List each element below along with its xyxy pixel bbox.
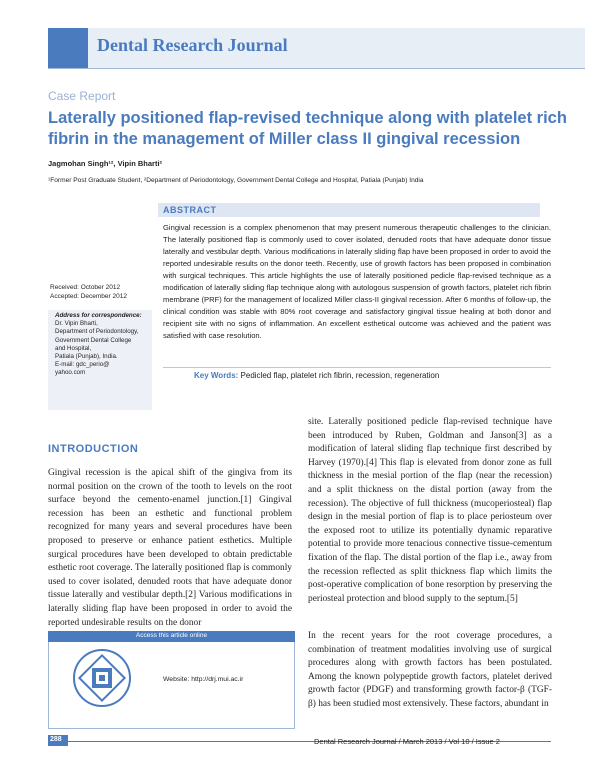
- correspondence-line: Dr. Vipin Bharti,: [55, 320, 98, 328]
- authors: Jagmohan Singh¹², Vipin Bharti²: [48, 159, 163, 168]
- header-divider: [48, 68, 585, 69]
- correspondence-line: Government Dental College: [55, 336, 132, 344]
- article-type: Case Report: [48, 89, 116, 103]
- correspondence-email[interactable]: yahoo.com: [55, 369, 86, 377]
- affiliation: ¹Former Post Graduate Student, ²Department of Periodontology, Government Dental College and Hospital, Patiala (Punjab) India: [48, 177, 424, 184]
- journal-name: Dental Research Journal: [97, 35, 288, 55]
- correspondence-line: Patiala (Punjab), India.: [55, 353, 118, 361]
- intro-paragraph-1: Gingival recession is the apical shift of the gingiva from its normal position on the crown of the tooth to levels on the root surface beyond the cemento-enamel junction.[1] Gingival recession has been an esthetic and functional problem recognized for many years and several procedures have been proposed to preserve or enhance patient esthetics. Multiple surgical procedures have been developed to obtain predictable esthetic root coverage. The laterally positioned flap is commonly used to cover isolated, denuded roots that have adequate donor tissue laterally and vestibular depth.[2] Various modifications in laterally sliding flap have been proposed in order to avoid the reported undesirable results on the donor: [48, 468, 292, 628]
- article-website[interactable]: Website: http://drj.mui.ac.ir: [163, 676, 244, 683]
- page-number: 288: [50, 736, 62, 743]
- abstract-heading: ABSTRACT: [163, 205, 217, 215]
- correspondence-email[interactable]: E-mail: gdc_perio@: [55, 361, 110, 369]
- correspondence-line: Department of Periodontology,: [55, 328, 139, 336]
- keywords-label: Key Words:: [194, 371, 239, 380]
- correspondence-label: Address for correspondence:: [55, 312, 142, 319]
- keywords-list: Pedicled flap, platelet rich fibrin, recession, regeneration: [240, 371, 440, 380]
- correspondence-line: and Hospital,: [55, 344, 92, 352]
- article-title: Laterally positioned flap-revised technique along with platelet rich fibrin in the management of Miller class II gingival recession: [48, 109, 567, 148]
- keywords: [194, 371, 439, 380]
- accepted-date: Accepted: December 2012: [50, 292, 127, 300]
- abstract-text: Gingival recession is a complex phenomenon that may present numerous therapeutic challenges to the clinician. The laterally positioned flap is commonly used to cover isolated, denuded roots that have adequate donor tissue laterally and vestibular depth. Various modifications in laterally sliding flap have been proposed in order to avoid the reported undesirable results on the donor teeth. Recently, use of growth factors has been proposed in combination with surgical techniques. This article highlights the use of laterally positioned pedicle flap-revised technique as a modification of laterally sliding flap technique along with autologous suspension of growth factors, platelet rich fibrin membrane (PRF) for the management of localized Miller class-II gingival recession. After 6 months of follow-up, the clinical condition was stable with 80% root coverage and satisfactory gingival tissue healing at both donor and recipient site with no signs of inflammation. An excellent esthetical outcome was achieved and the patient was satisfied with case resolution.: [163, 223, 551, 340]
- intro-paragraph-3: In the recent years for the root coverage procedures, a combination of treatment modalities involving use of surgical procedures along with growth factors has been postulated. Among the known polypeptide growth factors, platelet derived growth factor (PDGF) and transforming growth factor-β (TGF-β) has been studied most extensively. These factors, abundant in: [308, 631, 552, 709]
- footer-citation: Dental Research Journal / March 2013 / Vol 10 / Issue 2: [314, 737, 500, 746]
- intro-paragraph-2: site. Laterally positioned pedicle flap-revised technique have been introduced by Ruben, Goldman and Janson[3] as a modification of lateral sliding flap technique first described by Harvey (1970).[4] This flap is elevated from donor zone as full thickness in the mesial portion of the flap (near the recession) and a split thickness on the distal portion (away from the recession). The objective of full thickness (mucoperiosteal) flap design in the mesial portion of flap is to place periosteum over the exposed root to utilize its potentially dynamic reparative potential to provide more tenacious connective tissue-cementum fixation of the flap. The distal portion of the flap i.e., away from the recession reflected as split thickness flap which limits the post-operative complication of bone resorption by preserving the periosteal protection and blood supply to the septum.[5]: [308, 417, 552, 604]
- keywords-divider: [163, 367, 551, 368]
- received-date: Received: October 2012: [50, 284, 121, 291]
- journal-header-block: [48, 28, 88, 68]
- intro-heading: INTRODUCTION: [48, 443, 139, 455]
- correspondence: [55, 312, 151, 378]
- access-heading: Access this article online: [135, 632, 208, 639]
- dates: [50, 284, 127, 301]
- journal-logo-icon: [72, 648, 132, 708]
